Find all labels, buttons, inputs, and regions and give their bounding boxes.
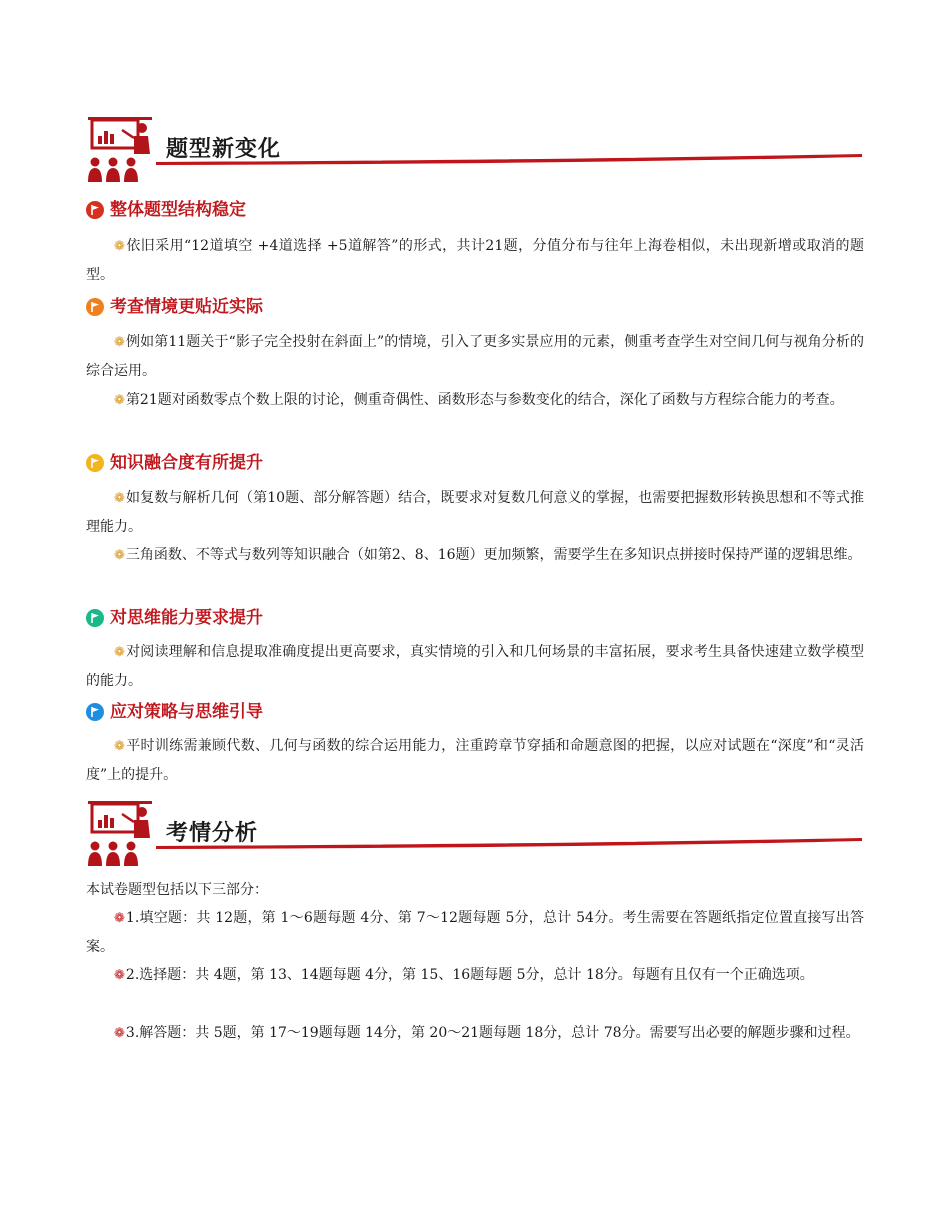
flag-icon [86, 454, 104, 472]
paragraph: ❁依旧采用“12道填空 +4道选择 +5道解答”的形式，共计21题，分值分布与往年上海卷相似，未出现新增或取消的题型。 [86, 238, 864, 283]
presentation-icon [86, 114, 156, 184]
paragraph: ❁对阅读理解和信息提取准确度提出更高要求，真实情境的引入和几何场景的丰富拓展，要求考生具备快速建立数学模型的能力。 [86, 644, 864, 689]
flower-bullet-icon: ❁ [114, 645, 125, 660]
subheading-title: 考查情境更贴近实际 [110, 297, 263, 317]
section-title: 考情分析 [166, 821, 259, 846]
paragraph: ❁第21题对函数零点个数上限的讨论，侧重奇偶性、函数形态与参数变化的结合，深化了函数与方程综合能力的考查。 [114, 392, 844, 408]
subheading-title: 对思维能力要求提升 [110, 608, 263, 628]
presentation-icon [86, 798, 156, 868]
list-item: ❁2.选择题：共 4题，第 13、14题每题 4分，第 15、16题每题 5分，总计 18分。每题有且仅有一个正确选项。 [114, 967, 814, 983]
paragraph: ❁平时训练需兼顾代数、几何与函数的综合运用能力，注重跨章节穿插和命题意图的把握，以应对试题在“深度”和“灵活度”上的提升。 [86, 738, 864, 783]
flower-bullet-icon: ❁ [114, 968, 125, 983]
subheading-title: 整体题型结构稳定 [110, 200, 246, 220]
title-underline [156, 834, 862, 854]
flower-bullet-icon: ❁ [114, 335, 125, 350]
flower-bullet-icon: ❁ [114, 491, 125, 506]
section-banner-1 [86, 114, 866, 184]
title-underline [156, 150, 862, 170]
paragraph: ❁如复数与解析几何（第10题、部分解答题）结合，既要求对复数几何意义的掌握，也需要把握数形转换思想和不等式推理能力。 [86, 490, 864, 535]
flag-icon [86, 609, 104, 627]
intro-text: 本试卷题型包括以下三部分： [86, 882, 268, 898]
flower-bullet-icon: ❁ [114, 739, 125, 754]
flower-bullet-icon: ❁ [114, 239, 125, 254]
flag-icon [86, 201, 104, 219]
subheading-title: 知识融合度有所提升 [110, 453, 263, 473]
section-title: 题型新变化 [166, 137, 282, 162]
list-item: ❁3.解答题：共 5题，第 17～19题每题 14分，第 20～21题每题 18分，总计 78分。需要写出必要的解题步骤和过程。 [114, 1025, 860, 1041]
paragraph: ❁例如第11题关于“影子完全投射在斜面上”的情境，引入了更多实景应用的元素，侧重考查学生对空间几何与视角分析的综合运用。 [86, 334, 864, 379]
paragraph: ❁三角函数、不等式与数列等知识融合（如第2、8、16题）更加频繁，需要学生在多知识点拼接时保持严谨的逻辑思维。 [114, 547, 862, 563]
subheading-title: 应对策略与思维引导 [110, 702, 263, 722]
flower-bullet-icon: ❁ [114, 393, 125, 408]
flower-bullet-icon: ❁ [114, 911, 125, 926]
flower-bullet-icon: ❁ [114, 548, 125, 563]
list-item: ❁1.填空题：共 12题，第 1～6题每题 4分、第 7～12题每题 5分，总计 54分。考生需要在答题纸指定位置直接写出答案。 [86, 910, 864, 955]
flag-icon [86, 298, 104, 316]
flower-bullet-icon: ❁ [114, 1026, 125, 1041]
section-banner-2 [86, 798, 866, 868]
flag-icon [86, 703, 104, 721]
